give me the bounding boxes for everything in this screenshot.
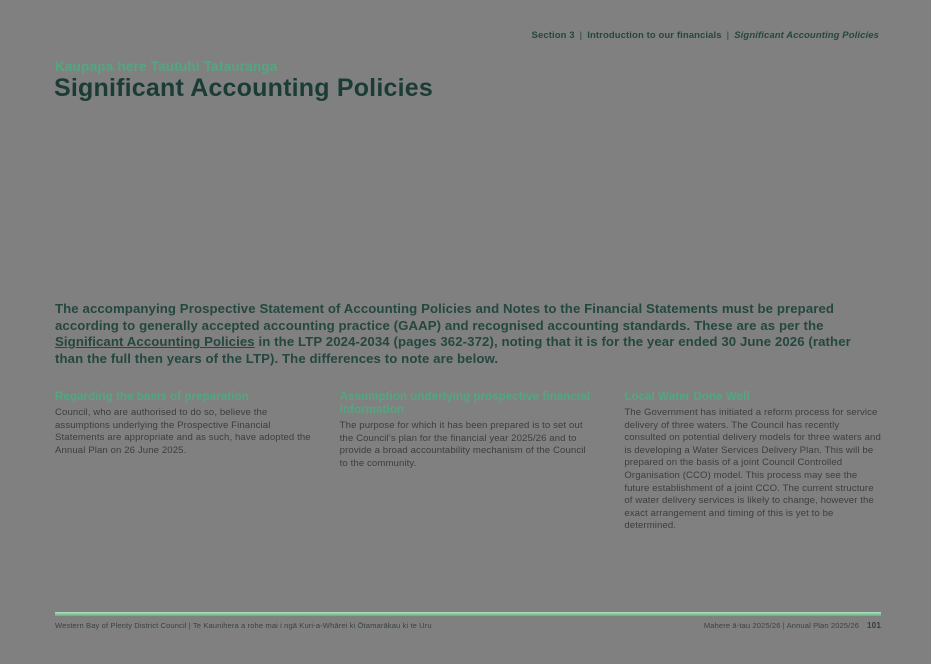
breadcrumb: [532, 30, 879, 41]
footer: [55, 621, 881, 630]
footer-divider-rule: [55, 612, 881, 616]
footer-plan-label: Mahere ā-tau 2025/26 | Annual Plan 2025/26: [703, 621, 860, 630]
column-basis-of-preparation: [55, 391, 312, 533]
breadcrumb-separator: |: [579, 30, 583, 41]
intro-text-after-link: in the LTP 2024-2034 (pages 362-372), noting that it is for the year ended 30 June 2026 (rather than the full then years of the LTP). The differences to note are below.: [55, 334, 851, 366]
page-subtitle-maori: Kaupapa here Tautuhi Tatauranga: [55, 59, 278, 74]
column-body: The purpose for which it has been prepared is to set out the Council’s plan for the financial year 2025/26 and to provide a broad accountability mechanism of the Council to the community.: [339, 420, 586, 469]
footer-plan-title: [704, 621, 881, 630]
column-local-water-done-well: [624, 391, 881, 533]
intro-paragraph: [55, 301, 881, 367]
page-title: Significant Accounting Policies: [54, 74, 433, 102]
column-heading: Local Water Done Well: [624, 391, 750, 403]
footer-council-name: Western Bay of Plenty District Council | Te Kaunihera a rohe mai i ngā Kuri-a-Whārei ki Ōtamarākau ki te Uru: [55, 621, 432, 630]
column-heading: Assumption underlying prospective financial information: [339, 391, 590, 416]
column-body: Council, who are authorised to do so, believe the assumptions underlying the Prospective Financial Statements are appropriate and as such, have adopted the Annual Plan on 26 June 2025.: [55, 407, 311, 456]
three-column-section: [55, 391, 881, 533]
column-heading: Regarding the basis of preparation: [55, 391, 249, 403]
column-body: The Government has initiated a reform process for service delivery of three waters. The Council has recently consulted on potential delivery models for three waters and is developing a Water Services Delivery Plan. This will be prepared on the basis of a joint Council Controlled Organisation (CCO) model. This process may see the future establishment of a joint CCO. The current structure of water delivery services is likely to change, however the exact arrangement and timing of this is yet to be determined.: [624, 407, 881, 532]
breadcrumb-current: Significant Accounting Policies: [734, 30, 879, 41]
breadcrumb-section: Section 3: [531, 30, 575, 41]
page-number: 101: [867, 621, 881, 630]
column-assumption-underlying: [340, 391, 597, 533]
breadcrumb-part: Introduction to our financials: [587, 30, 722, 41]
significant-accounting-policies-link[interactable]: Significant Accounting Policies: [55, 334, 255, 350]
intro-text-before-link: The accompanying Prospective Statement of Accounting Policies and Notes to the Financial Statements must be prepared according to generally accepted accounting practice (GAAP) and recognised accounting standards. These are as per the: [55, 301, 835, 333]
breadcrumb-separator: |: [726, 30, 730, 41]
